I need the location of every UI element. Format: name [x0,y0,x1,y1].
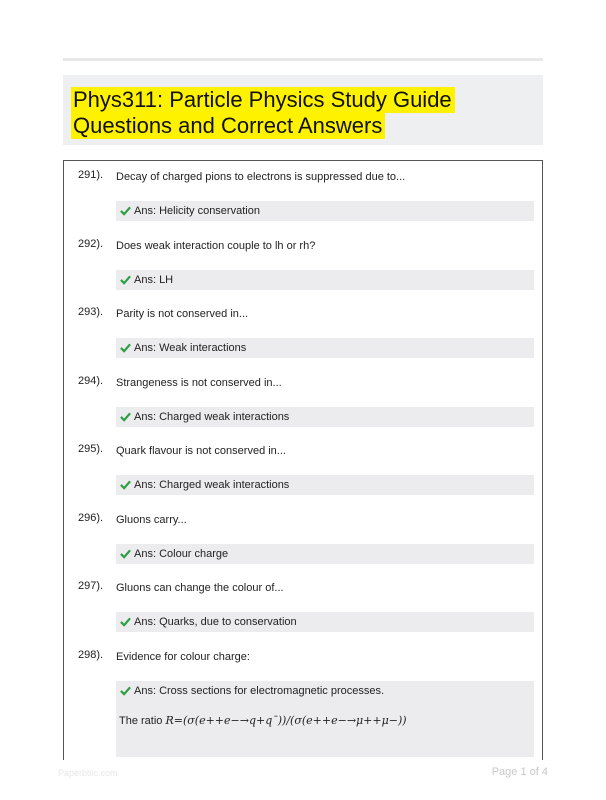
answer-box [116,201,534,221]
question-text: Strangeness is not conserved in... [116,377,282,389]
answer-box [116,407,534,427]
check-icon [120,205,131,216]
check-icon [120,685,131,696]
ratio-equation: R=(σ(e++e−→q+q¯))/(σ(e++e−→μ++μ−)) [165,714,407,727]
check-icon [120,411,131,422]
question-text: Parity is not conserved in... [116,308,249,320]
answer-box [116,338,534,358]
check-icon [120,274,131,285]
answer-box [116,681,534,757]
check-icon [120,479,131,490]
answer-text: Ans: Weak interactions [134,342,247,354]
page-number: Page 1 of 4 [491,766,548,778]
qa-list [63,160,543,760]
question-number: 295). [78,443,104,455]
answer-text: Ans: Charged weak interactions [134,411,290,423]
title-banner [63,75,543,145]
top-divider [63,58,543,61]
answer-text: Ans: Charged weak interactions [134,479,290,491]
answer-text: Ans: LH [134,274,174,286]
ratio-formula [119,714,407,727]
check-icon [120,342,131,353]
answer-box [116,475,534,495]
question-text: Decay of charged pions to electrons is suppressed due to... [116,171,406,183]
question-text: Evidence for colour charge: [116,651,250,663]
footer-site: Paperbtiic.com [58,768,118,778]
question-text: Gluons can change the colour of... [116,582,284,594]
question-number: 291). [78,169,104,181]
question-number: 293). [78,306,104,318]
answer-text: Ans: Cross sections for electromagnetic processes. [134,685,385,697]
answer-box [116,270,534,290]
answer-text: Ans: Quarks, due to conservation [134,616,297,628]
question-number: 297). [78,580,104,592]
question-number: 292). [78,238,104,250]
question-text: Quark flavour is not conserved in... [116,445,286,457]
answer-text: Ans: Helicity conservation [134,205,260,217]
answer-box [116,544,534,564]
check-icon [120,616,131,627]
answer-text: Ans: Colour charge [134,548,229,560]
check-icon [120,548,131,559]
question-number: 294). [78,375,104,387]
question-number: 298). [78,649,104,661]
page-title-line-2: Questions and Correct Answers [71,113,385,139]
question-text: Gluons carry... [116,514,187,526]
page-title-line-1: Phys311: Particle Physics Study Guide [71,87,455,113]
ratio-prefix: The ratio [119,715,163,727]
question-number: 296). [78,512,104,524]
answer-box [116,612,534,632]
question-text: Does weak interaction couple to lh or rh? [116,240,316,252]
